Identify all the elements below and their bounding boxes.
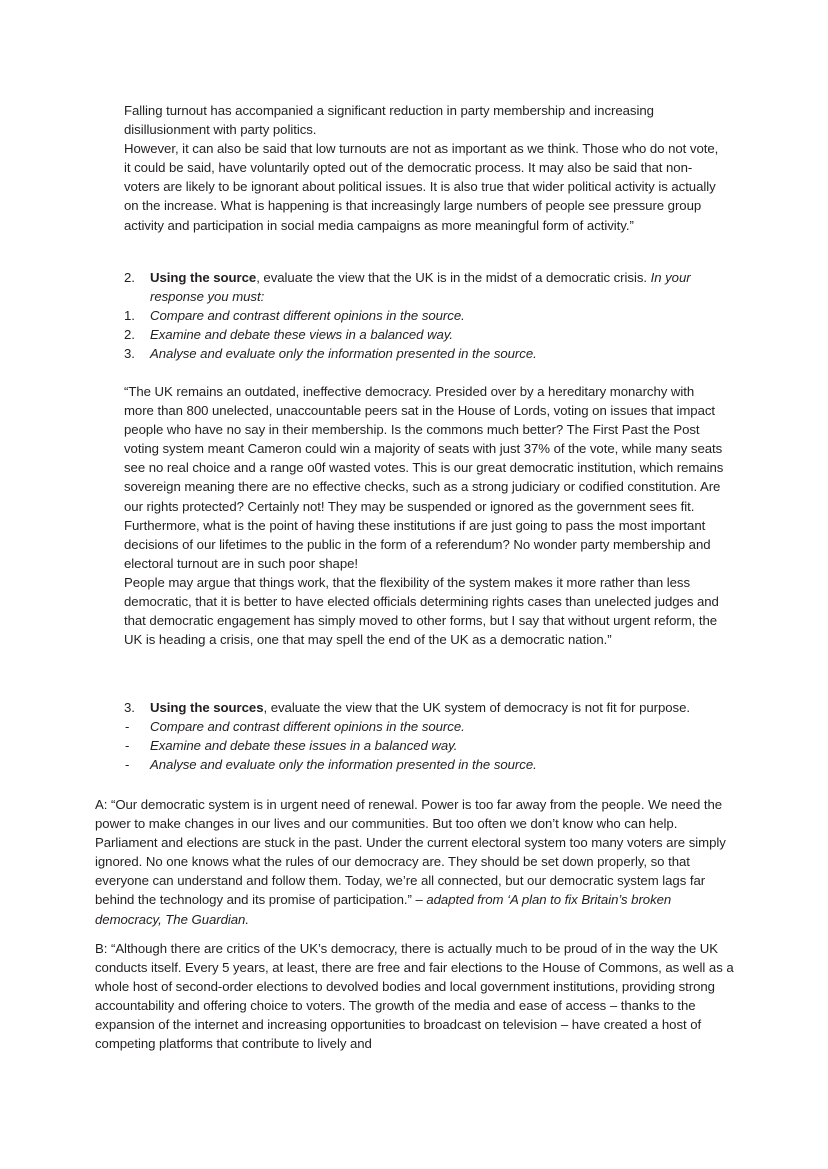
question-2-item-3-text: Analyse and evaluate only the information presented in the source. bbox=[150, 346, 537, 362]
source-a-text bbox=[95, 795, 737, 929]
question-2-item-2-marker: 2. bbox=[124, 327, 135, 343]
source-a bbox=[95, 795, 737, 929]
intro-paragraph-2: However, it can also be said that low turnouts are not as important as we think. Those who do not vote, it could be said, have voluntarily opted out of the democratic process. It may also be said that non-voters are likely to be ignorant about political issues. It is also true that wider political activity is actually on the increase. What is happening is that increasingly large numbers of people see pressure group activity and participation in social media campaigns as more meaningful form of activity.” bbox=[124, 141, 719, 233]
question-3-item-3-text: Analyse and evaluate only the information presented in the source. bbox=[150, 757, 537, 773]
source-b-text: B: “Although there are critics of the UK’s democracy, there is actually much to be proud of in the way the UK conducts itself. Every 5 years, at least, there are free and fair elections to the House of Commons, as well as a whole host of second-order elections to devolved bodies and local government institutions, providing strong accountability and offering choice to voters. The growth of the media and ease of access – thanks to the expansion of the internet and increasing opportunities to broadcast on television – have created a host of competing platforms that contribute to lively and bbox=[95, 941, 734, 1052]
question-2-number: 2. bbox=[124, 270, 135, 285]
intro-section bbox=[124, 101, 726, 235]
question-2-lead-text bbox=[150, 270, 691, 304]
source-extract-paragraph-1: “The UK remains an outdated, ineffective democracy. Presided over by a hereditary monarchy with more than 800 unelected, unaccountable peers sat in the House of Lords, voting on issues that impact people who have no say in their membership. Is the commons much better? The First Past the Post voting system meant Cameron could win a majority of seats with just 37% of the vote, while many seats see no real choice and a range o0f wasted votes. This is our great democratic institution, which remains sovereign meaning there are no effective checks, such as a strong judiciary or codified constitution. Are our rights protected? Certainly not! They may be suspended or ignored as the government sees fit. Furthermore, what is the point of having these institutions if are just going to pass the most important decisions of our lifetimes to the public in the form of a referendum? No wonder party membership and electoral turnout are in such poor shape! bbox=[124, 384, 724, 571]
source-a-body: A: “Our democratic system is in urgent need of renewal. Power is too far away from the people. We need the power to make changes in our lives and our communities. But too often we don’t know who can help. Parliament and elections are stuck in the past. Under the current electoral system too many voters are simply ignored. No one knows what the rules of our democracy are. They should be set down properly, so that everyone can understand and follow them. Today, we’re all connected, but our democratic system lags far behind the technology and its promise of participation.” bbox=[95, 797, 726, 908]
question-3-lead-rest: , evaluate the view that the UK system of democracy is not fit for purpose. bbox=[263, 700, 690, 715]
question-3-item-1 bbox=[124, 717, 726, 736]
question-2-item-1 bbox=[124, 306, 726, 325]
question-2-lead-bold: Using the source bbox=[150, 270, 257, 285]
question-2-item-2 bbox=[124, 325, 726, 344]
question-3-item-1-marker: - bbox=[125, 719, 130, 735]
question-2-block bbox=[124, 268, 726, 363]
question-3-number: 3. bbox=[124, 700, 135, 715]
intro-paragraph-1: Falling turnout has accompanied a significant reduction in party membership and increasing disillusionment with party politics. bbox=[124, 103, 654, 138]
question-3-lead bbox=[124, 698, 726, 717]
question-2-lead-italic: In your response you must: bbox=[150, 270, 691, 305]
question-3-item-2-marker: - bbox=[125, 738, 130, 754]
question-3-item-2 bbox=[124, 736, 726, 755]
question-2-list bbox=[124, 268, 726, 363]
question-2-item-3-marker: 3. bbox=[124, 346, 135, 362]
question-2-item-1-marker: 1. bbox=[124, 308, 135, 324]
question-2-item-3 bbox=[124, 344, 726, 363]
source-extract-paragraph-2: People may argue that things work, that the flexibility of the system makes it more rather than less democratic, that it is better to have elected officials determining rights cases than unelected judges and that democratic engagement has simply moved to other forms, but I say that without urgent reform, the UK is heading a crisis, one that may spell the end of the UK as a democratic nation.” bbox=[124, 574, 719, 648]
question-3-list bbox=[124, 698, 726, 774]
question-3-item-3 bbox=[124, 755, 726, 774]
question-3-item-3-marker: - bbox=[125, 757, 130, 773]
question-3-block bbox=[124, 698, 726, 774]
source-b bbox=[95, 939, 737, 1054]
question-2-item-2-text: Examine and debate these views in a balanced way. bbox=[150, 327, 454, 343]
source-extract-section bbox=[124, 382, 726, 649]
question-2-item-1-text: Compare and contrast different opinions in the source. bbox=[150, 308, 465, 324]
question-3-lead-text bbox=[150, 700, 690, 715]
question-3-lead-bold: Using the sources bbox=[150, 700, 264, 715]
question-2-lead-rest: , evaluate the view that the UK is in the midst of a democratic crisis. bbox=[256, 270, 651, 285]
question-2-lead bbox=[124, 268, 726, 306]
question-3-item-2-text: Examine and debate these issues in a balanced way. bbox=[150, 738, 458, 754]
source-a-attribution: – adapted from ‘A plan to fix Britain’s broken democracy, The Guardian. bbox=[95, 892, 672, 927]
question-3-item-1-text: Compare and contrast different opinions in the source. bbox=[150, 719, 465, 735]
